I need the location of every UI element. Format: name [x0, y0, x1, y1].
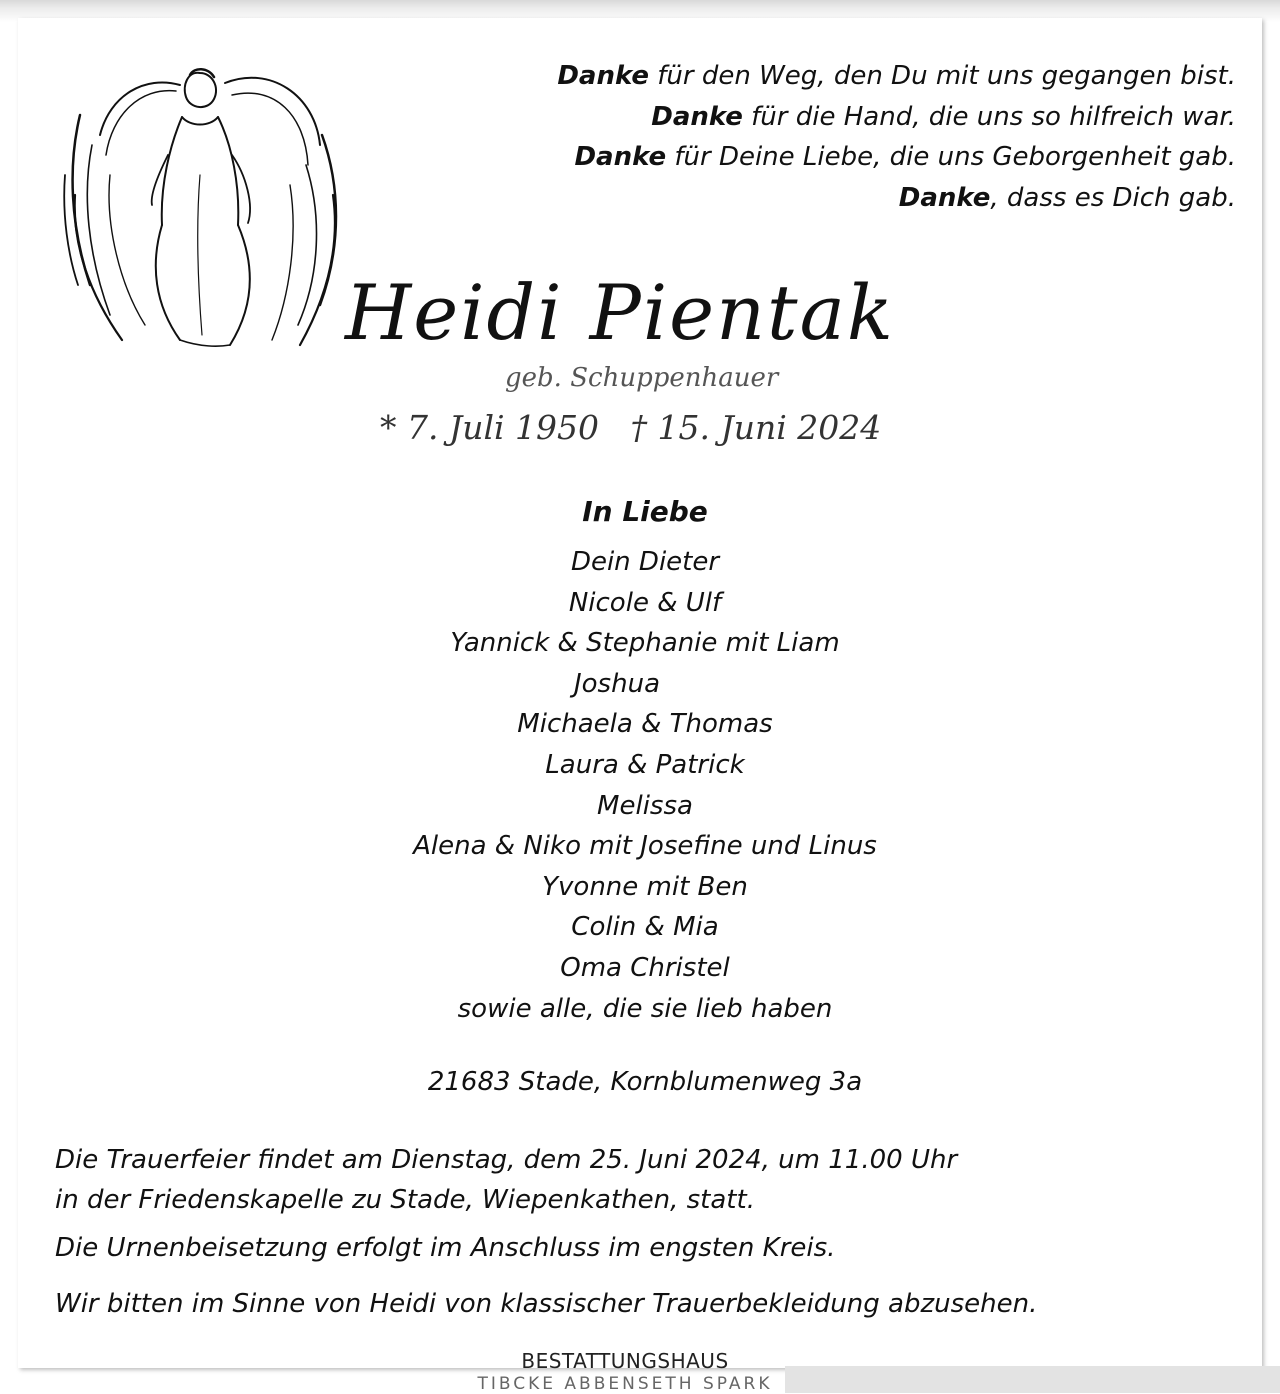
- poem-line: Danke für Deine Liebe, die uns Geborgenheit gab.: [574, 142, 1236, 172]
- list-item: Oma Christel: [560, 952, 730, 983]
- funeral-home-name: BESTATTUNGSHAUS: [521, 1349, 729, 1373]
- list-item: Yannick & Stephanie mit Liam: [450, 628, 840, 659]
- dress-request: Wir bitten im Sinne von Heidi von klassischer Trauerbekleidung abzusehen.: [55, 1289, 1038, 1319]
- death-date: † 15. Juni 2024: [630, 408, 882, 447]
- mourners-heading: In Liebe: [582, 495, 708, 528]
- list-item: sowie alle, die sie lieb haben: [457, 993, 833, 1024]
- ceremony-line: in der Friedenskapelle zu Stade, Wiepenkathen, statt.: [55, 1185, 755, 1215]
- birth-date: * 7. Juli 1950: [380, 408, 600, 447]
- poem-line: Danke für den Weg, den Du mit uns gegangen bist.: [557, 61, 1236, 91]
- ceremony-info: [55, 1140, 1215, 1324]
- list-item: Michaela & Thomas: [517, 709, 773, 740]
- poem-line: Danke, dass es Dich gab.: [898, 182, 1236, 213]
- list-item: Yvonne mit Ben: [542, 871, 748, 902]
- list-item: Nicole & Ulf: [568, 587, 722, 618]
- ceremony-line: Die Trauerfeier findet am Dienstag, dem 25. Juni 2024, um 11.00 Uhr: [55, 1145, 958, 1175]
- gratitude-poem: [476, 56, 1236, 218]
- life-dates: [380, 406, 881, 450]
- maiden-name: geb. Schuppenhauer: [505, 363, 779, 393]
- angel-illustration: [50, 55, 350, 355]
- list-item: Dein Dieter: [570, 547, 720, 577]
- burial-note: Die Urnenbeisetzung erfolgt im Anschluss im engsten Kreis.: [55, 1233, 836, 1263]
- mourners-list: [340, 490, 950, 1029]
- page-corner-shade: [785, 1366, 1280, 1393]
- deceased-name: Heidi Pientak: [345, 268, 895, 357]
- list-item: Colin & Mia: [571, 912, 719, 943]
- list-item: Alena & Niko mit Josefine und Linus: [413, 831, 877, 862]
- funeral-home-logo: [460, 1348, 790, 1394]
- list-item: Joshua: [573, 668, 660, 699]
- funeral-home-locations: TIBCKE ABBENSETH SPARK: [477, 1374, 773, 1394]
- family-address: 21683 Stade, Kornblumenweg 3a: [427, 1067, 863, 1097]
- poem-line: Danke für die Hand, die uns so hilfreich war.: [651, 101, 1236, 132]
- list-item: Laura & Patrick: [545, 749, 745, 780]
- list-item: Melissa: [597, 790, 693, 821]
